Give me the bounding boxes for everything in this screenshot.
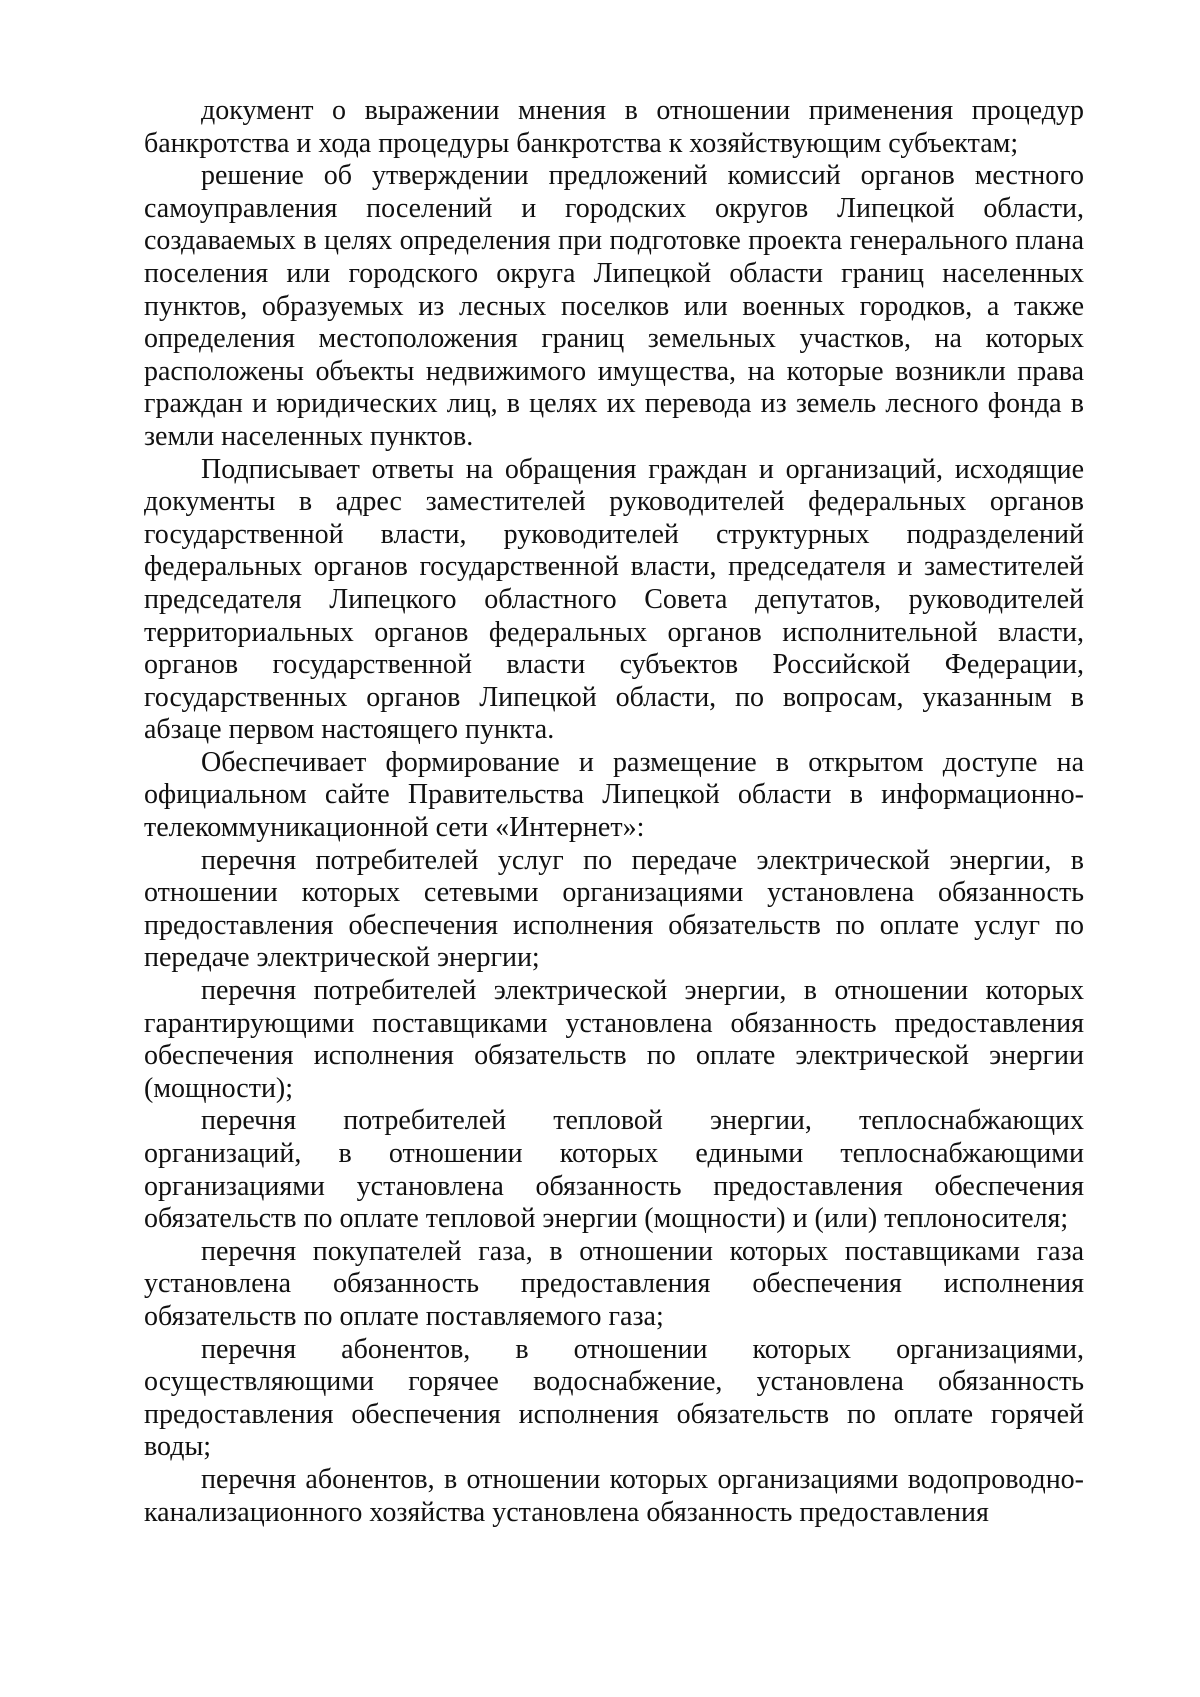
- paragraph: перечня потребителей услуг по передаче электрической энергии, в отношении которых сетевыми организациями установлена обязанность предоставления обеспечения исполнения обязательств по оплате услуг по передаче электрической энергии;: [144, 844, 1084, 974]
- document-page: [144, 95, 1084, 1529]
- paragraph: перечня потребителей тепловой энергии, теплоснабжающих организаций, в отношении которых едиными теплоснабжающими организациями установлена обязанность предоставления обеспечения обязательств по оплате тепловой энергии (мощности) и (или) теплоносителя;: [144, 1105, 1084, 1235]
- paragraph: Подписывает ответы на обращения граждан и организаций, исходящие документы в адрес заместителей руководителей федеральных органов государственной власти, руководителей структурных подразделений федеральных органов государственной власти, председателя и заместителей председателя Липецкого областного Совета депутатов, руководителей территориальных органов федеральных органов исполнительной власти, органов государственной власти субъектов Российской Федерации, государственных органов Липецкой области, по вопросам, указанным в абзаце первом настоящего пункта.: [144, 453, 1084, 746]
- paragraph: перечня абонентов, в отношении которых организациями, осуществляющими горячее водоснабжение, установлена обязанность предоставления обеспечения исполнения обязательств по оплате горячей воды;: [144, 1333, 1084, 1463]
- paragraph: перечня покупателей газа, в отношении которых поставщиками газа установлена обязанность предоставления обеспечения исполнения обязательств по оплате поставляемого газа;: [144, 1235, 1084, 1332]
- paragraph: Обеспечивает формирование и размещение в открытом доступе на официальном сайте Правительства Липецкой области в информационно-телекоммуникационной сети «Интернет»:: [144, 746, 1084, 844]
- paragraph: документ о выражении мнения в отношении применения процедур банкротства и хода процедуры банкротства к хозяйствующим субъектам;: [144, 95, 1084, 159]
- paragraph: решение об утверждении предложений комиссий органов местного самоуправления поселений и городских округов Липецкой области, создаваемых в целях определения при подготовке проекта генерального плана поселения или городского округа Липецкой области границ населенных пунктов, образуемых из лесных поселков или военных городков, а также определения местоположения границ земельных участков, на которых расположены объекты недвижимого имущества, на которые возникли права граждан и юридических лиц, в целях их перевода из земель лесного фонда в земли населенных пунктов.: [144, 160, 1084, 452]
- paragraph: перечня абонентов, в отношении которых организациями водопроводно-канализационного хозяйства установлена обязанность предоставления: [144, 1463, 1084, 1528]
- paragraph: перечня потребителей электрической энергии, в отношении которых гарантирующими поставщиками установлена обязанность предоставления обеспечения исполнения обязательств по оплате электрической энергии (мощности);: [144, 975, 1084, 1104]
